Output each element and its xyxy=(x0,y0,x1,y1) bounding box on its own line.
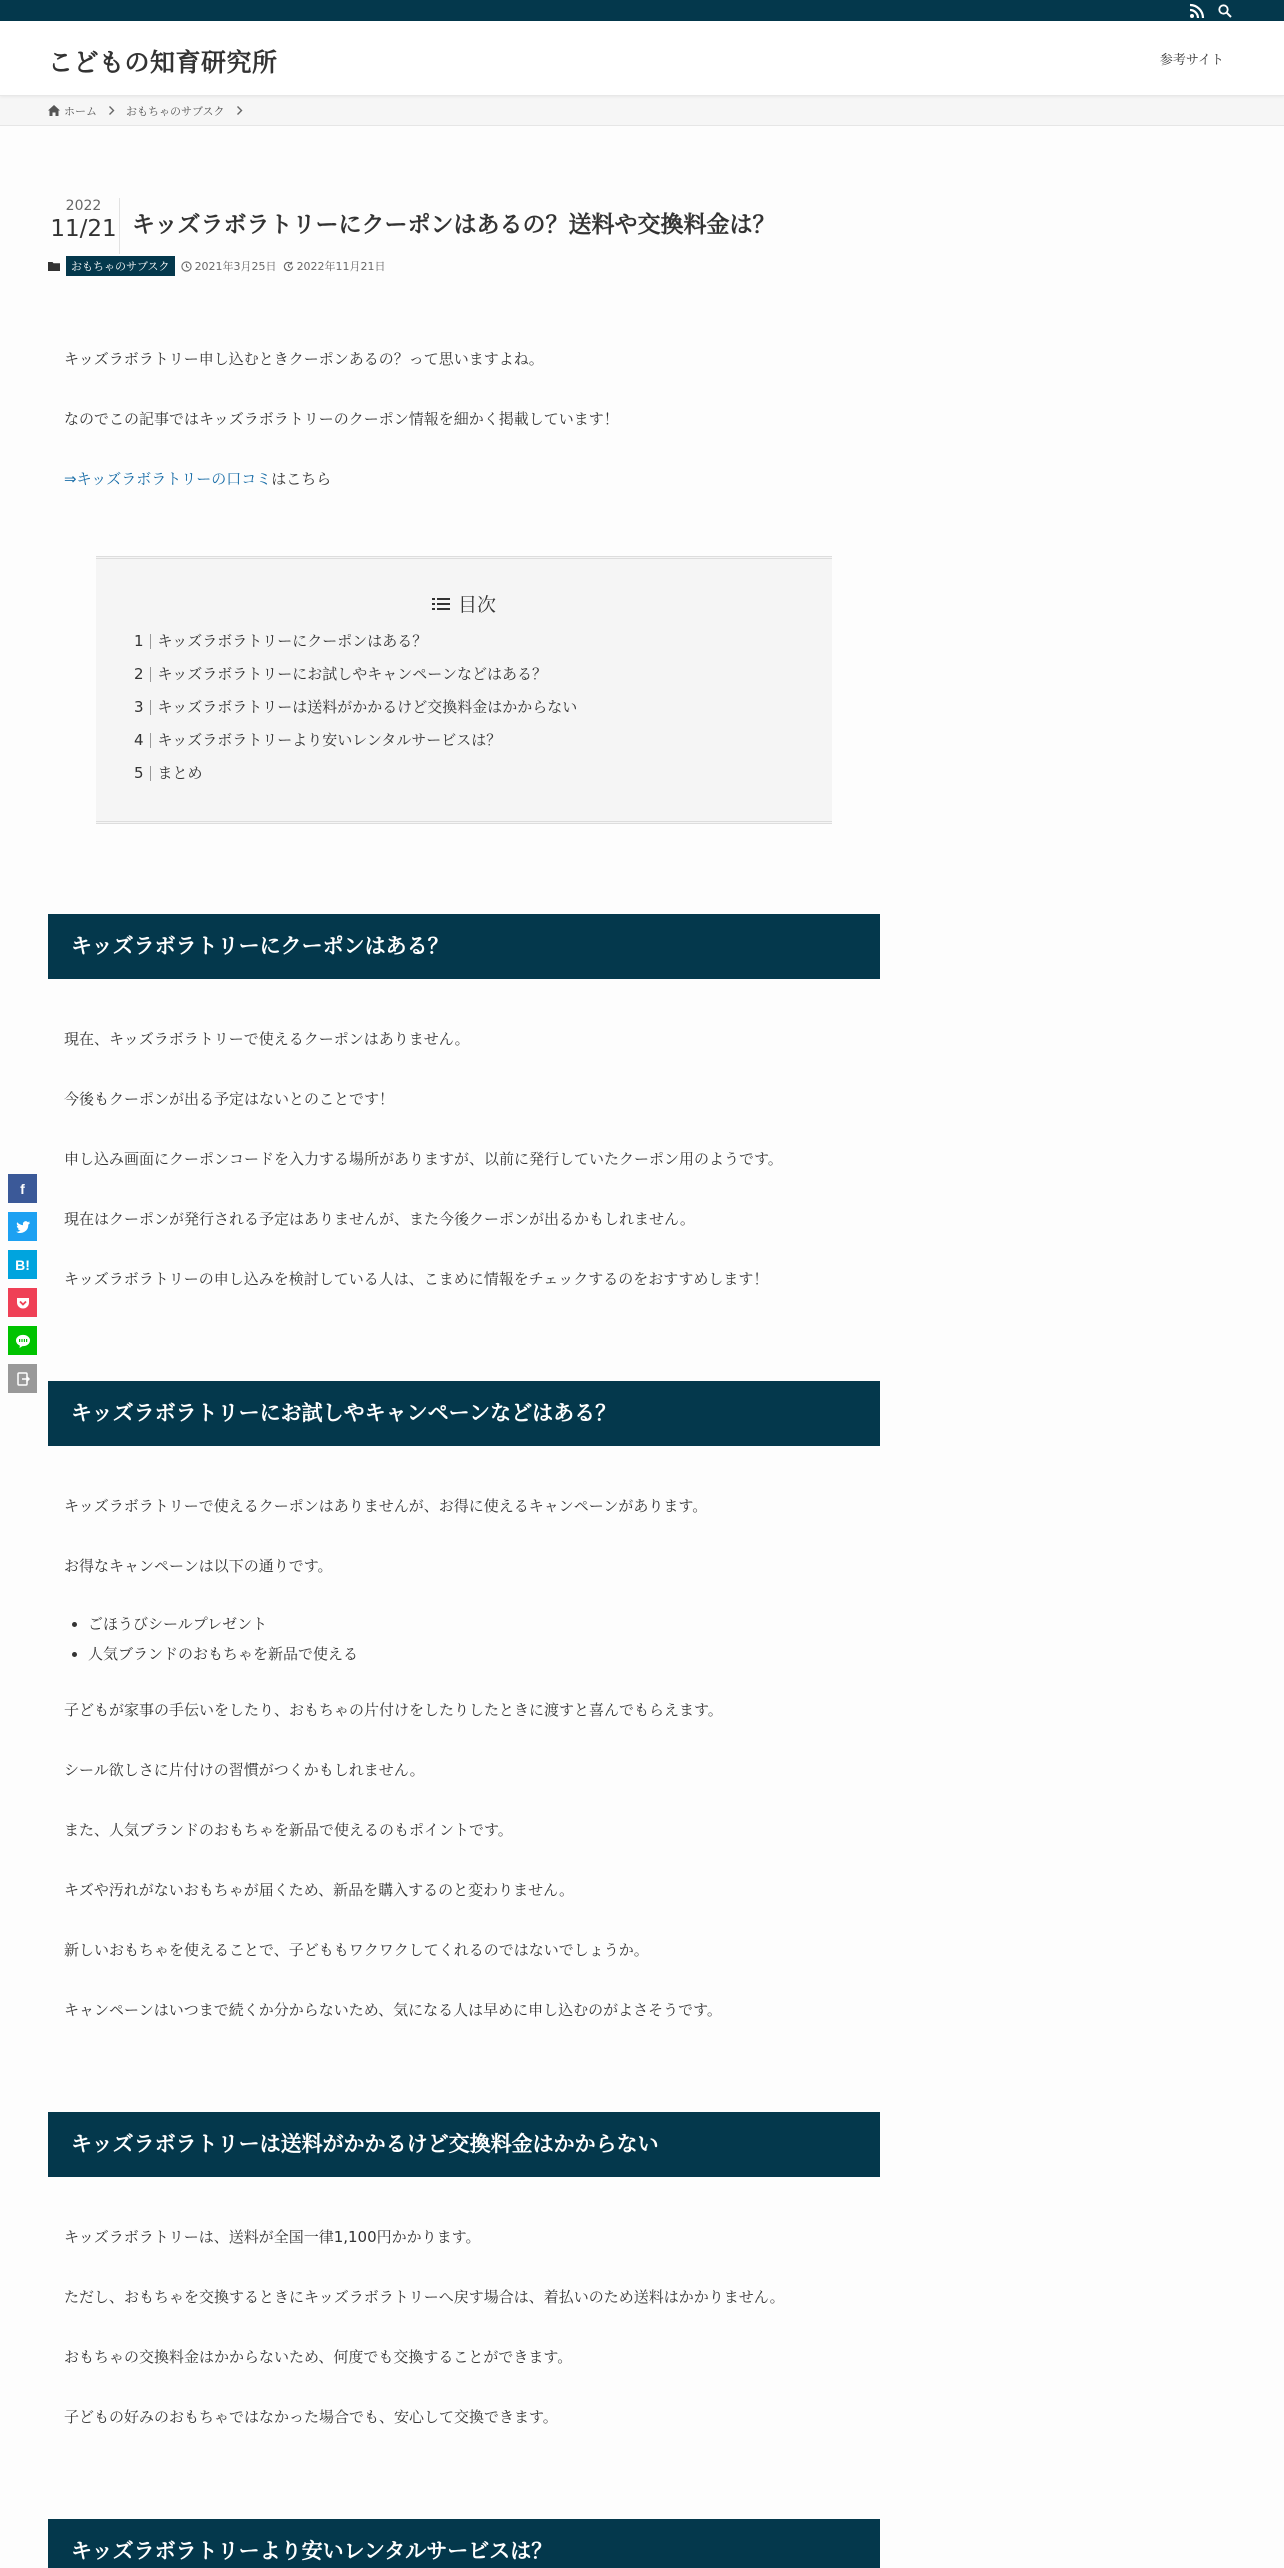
chevron-right-icon xyxy=(236,106,243,115)
breadcrumb-home-label: ホーム xyxy=(64,104,97,118)
section-heading: キッズラボラトリーより安いレンタルサービスは？ xyxy=(48,2519,880,2568)
paragraph: 現在、キッズラボラトリーで使えるクーポンはありません。 xyxy=(64,1030,470,1048)
folder-icon xyxy=(48,261,60,271)
post-meta xyxy=(48,256,392,276)
campaign-list xyxy=(88,1613,358,1673)
toc-title-label: 目次 xyxy=(457,594,496,616)
facebook-icon: f xyxy=(20,1180,25,1197)
clock-icon xyxy=(181,261,192,272)
toc-item[interactable]: 3 キッズラボラトリーは送料がかかるけど交換料金はかからない xyxy=(134,698,578,716)
twitter-icon xyxy=(15,1219,31,1235)
top-bar xyxy=(0,0,1284,21)
category-tag[interactable]: おもちゃのサブスク xyxy=(66,256,175,276)
paragraph: また、人気ブランドのおもちゃを新品で使えるのもポイントです。 xyxy=(64,1821,513,1839)
twitter-share-button[interactable] xyxy=(8,1212,37,1241)
pocket-icon xyxy=(15,1295,31,1311)
post-date xyxy=(48,198,120,254)
paragraph: キッズラボラトリーで使えるクーポンはありませんが、お得に使えるキャンペーンがあります。 xyxy=(64,1497,708,1515)
paragraph: おもちゃの交換料金はかからないため、何度でも交換することができます。 xyxy=(64,2348,573,2366)
paragraph: キッズラボラトリーは、送料が全国一律1,100円かかります。 xyxy=(64,2228,481,2246)
table-of-contents xyxy=(96,556,832,824)
line-icon xyxy=(15,1333,31,1349)
toc-item[interactable]: 2 キッズラボラトリーにお試しやキャンペーンなどはある？ xyxy=(134,665,547,683)
paragraph: ただし、おもちゃを交換するときにキッズラボラトリーへ戻す場合は、着払いのため送料はかかりません。 xyxy=(64,2288,785,2306)
hatena-icon: B! xyxy=(15,1256,30,1273)
paragraph: 新しいおもちゃを使えることで、子どももワクワクしてくれるのではないでしょうか。 xyxy=(64,1941,649,1959)
toc-item[interactable]: 1 キッズラボラトリーにクーポンはある？ xyxy=(134,632,428,650)
section-heading: キッズラボラトリーにお試しやキャンペーンなどはある？ xyxy=(48,1381,880,1446)
paragraph: 子どもの好みのおもちゃではなかった場合でも、安心して交換できます。 xyxy=(64,2408,558,2426)
paragraph: お得なキャンペーンは以下の通りです。 xyxy=(64,1557,333,1575)
review-link[interactable]: キッズラボラトリーの口コミ xyxy=(76,470,272,488)
feedly-icon xyxy=(15,1371,31,1387)
breadcrumb-category[interactable]: おもちゃのサブスク xyxy=(126,104,225,118)
site-title[interactable]: こどもの知育研究所 xyxy=(48,48,278,77)
paragraph: 申し込み画面にクーポンコードを入力する場所がありますが、以前に発行していたクーポン用のようです。 xyxy=(64,1150,783,1168)
post-title: キッズラボラトリーにクーポンはあるの？送料や交換料金は？ xyxy=(132,212,776,238)
chevron-right-icon xyxy=(108,106,115,115)
post-date-year: 2022 xyxy=(65,198,102,214)
facebook-share-button[interactable] xyxy=(8,1174,37,1203)
paragraph: キッズラボラトリーの申し込みを検討している人は、こまめに情報をチェックするのをおすすめします！ xyxy=(64,1270,769,1288)
paragraph: なのでこの記事ではキッズラボラトリーのクーポン情報を細かく掲載しています！ xyxy=(64,410,619,428)
list-icon xyxy=(432,597,450,611)
section-heading: キッズラボラトリーは送料がかかるけど交換料金はかからない xyxy=(48,2112,880,2177)
site-header xyxy=(0,21,1284,96)
link-arrow: ⇒ xyxy=(64,470,77,488)
paragraph: キズや汚れがないおもちゃが届くため、新品を購入するのと変わりません。 xyxy=(64,1881,575,1899)
search-icon[interactable] xyxy=(1217,3,1233,19)
toc-title xyxy=(96,590,832,617)
line-share-button[interactable] xyxy=(8,1326,37,1355)
post-date-monthday: 11/21 xyxy=(50,216,117,242)
toc-item[interactable]: 5 まとめ xyxy=(134,764,203,782)
hatena-bookmark-button[interactable] xyxy=(8,1250,37,1279)
rss-icon[interactable] xyxy=(1189,3,1205,19)
published-date: 2021年3月25日 xyxy=(194,260,277,273)
pocket-share-button[interactable] xyxy=(8,1288,37,1317)
paragraph: 現在はクーポンが発行される予定はありませんが、また今後クーポンが出るかもしれません。 xyxy=(64,1210,695,1228)
paragraph: シール欲しさに片付けの習慣がつくかもしれません。 xyxy=(64,1761,425,1779)
list-item: • 人気ブランドのおもちゃを新品で使える xyxy=(88,1643,358,1664)
paragraph: キャンペーンはいつまで続くか分からないため、気になる人は早めに申し込むのがよさそうです。 xyxy=(64,2001,722,2019)
update-icon xyxy=(283,261,294,272)
paragraph: キッズラボラトリー申し込むときクーポンあるの？って思いますよね。 xyxy=(64,350,544,368)
nav-link-reference[interactable]: 参考サイト xyxy=(1159,53,1224,68)
link-suffix: はこちら xyxy=(271,470,332,488)
paragraph: 子どもが家事の手伝いをしたり、おもちゃの片付けをしたりしたときに渡すと喜んでもらえます。 xyxy=(64,1701,723,1719)
toc-item[interactable]: 4 キッズラボラトリーより安いレンタルサービスは？ xyxy=(134,731,502,749)
updated-date: 2022年11月21日 xyxy=(296,260,386,273)
list-item: • ごほうびシールプレゼント xyxy=(88,1613,358,1634)
paragraph: 今後もクーポンが出る予定はないとのことです！ xyxy=(64,1090,395,1108)
breadcrumb-home[interactable] xyxy=(48,103,97,119)
home-icon xyxy=(48,105,60,116)
paragraph-review-link xyxy=(64,468,331,489)
breadcrumb xyxy=(0,96,1284,126)
section-heading: キッズラボラトリーにクーポンはある？ xyxy=(48,914,880,979)
feedly-share-button[interactable] xyxy=(8,1364,37,1393)
